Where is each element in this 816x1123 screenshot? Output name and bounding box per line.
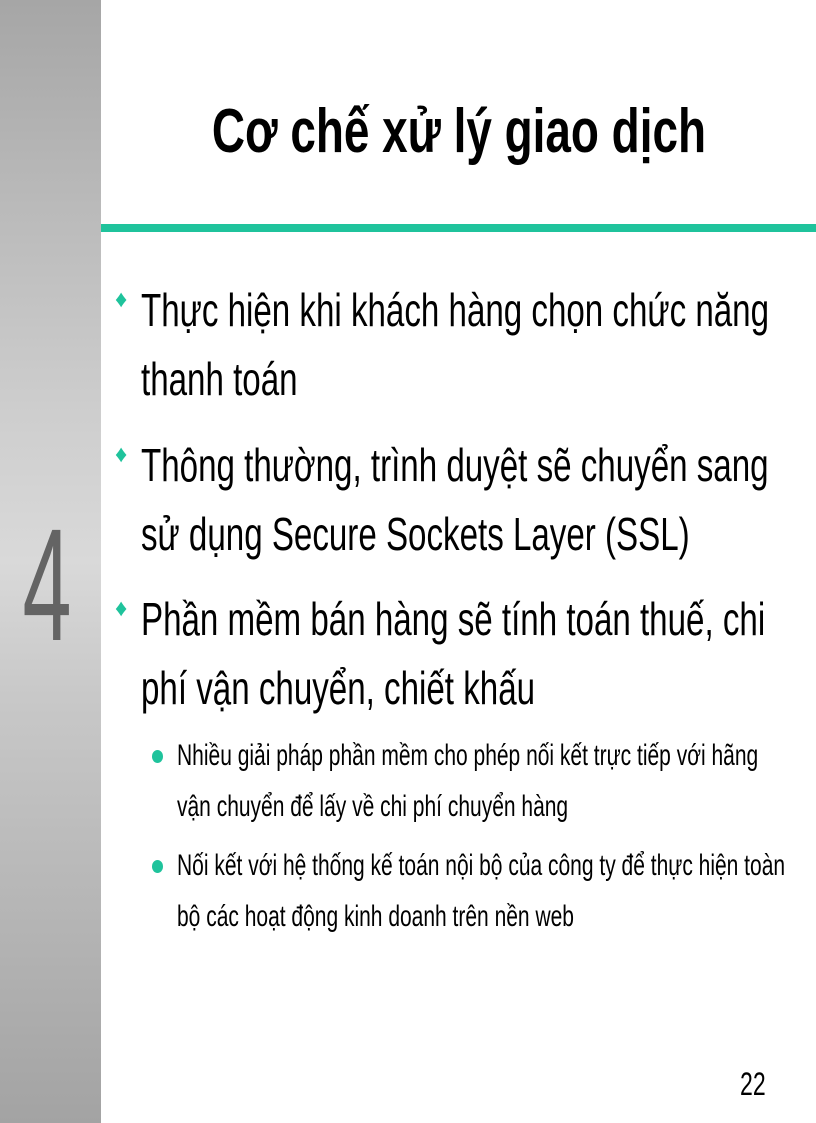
page-number: 22 <box>740 1066 766 1102</box>
sub-bullet-text: Nối kết với hệ thống kế toán nội bộ của công ty để thực hiện toàn bộ các hoạt động kinh doanh trên nền web <box>177 849 786 933</box>
sub-bullet-text: Nhiều giải pháp phần mềm cho phép nối kết trực tiếp với hãng vận chuyển để lấy về chi phí chuyển hàng <box>177 739 759 823</box>
title-divider <box>101 224 816 232</box>
diamond-bullet-icon: ♦ <box>115 595 128 622</box>
slide-title <box>101 98 816 166</box>
section-number: 4 <box>22 495 72 674</box>
side-bar <box>0 0 101 1123</box>
slide-title-text: Cơ chế xử lý giao dịch <box>211 97 706 166</box>
diamond-bullet-icon: ♦ <box>115 286 128 313</box>
bullet-text: Thực hiện khi khách hàng chọn chức năng thanh toán <box>141 284 770 405</box>
round-bullet-icon <box>152 860 163 873</box>
diamond-bullet-icon: ♦ <box>115 441 128 468</box>
bullet-text: Phần mềm bán hàng sẽ tính toán thuế, chi phí vận chuyển, chiết khấu <box>141 593 766 714</box>
bullet-text: Thông thường, trình duyệt sẽ chuyển sang sử dụng Secure Sockets Layer (SSL) <box>141 439 769 560</box>
round-bullet-icon <box>152 750 163 763</box>
